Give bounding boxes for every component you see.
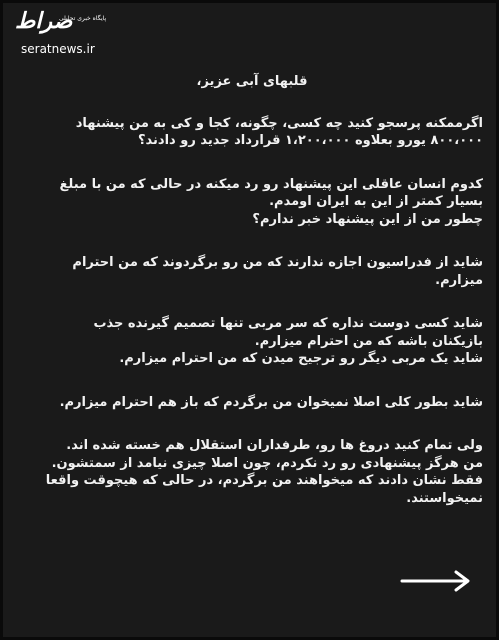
letter-line: بازیکنان باشه که من احترام میزارم. <box>254 333 483 349</box>
letter-line: ولی تمام کنید دروغ ها رو، طرفداران استقلال هم خسته شده اند. <box>66 438 483 453</box>
letter-line: شاید از فدراسیون اجازه ندارند که من رو برگردوند که من احترام <box>72 255 483 270</box>
right-arrow-icon[interactable] <box>398 569 474 593</box>
letter-line: من هرگز پیشنهادی رو رد نکردم، چون اصلا چیزی نیامد از سمتشون. <box>51 455 483 471</box>
watermark-logo-text: صراط <box>15 9 73 34</box>
letter-line: بسیار کمتر از این به ایران اومدم. <box>269 194 483 209</box>
letter-paragraph <box>21 176 483 229</box>
letter-line: ۸۰۰،۰۰۰ یورو بعلاوه ۱،۲۰۰،۰۰۰ قرارداد جدید رو دادند؟ <box>137 133 483 148</box>
letter-paragraph <box>21 437 483 507</box>
letter-line: شاید بطور کلی اصلا نمیخوان من برگردم که باز هم احترام میزارم. <box>59 394 483 410</box>
watermark-tagline: پایگاه خبری تحلیلی <box>59 15 107 22</box>
letter-line: فقط نشان دادند که میخواهند من برگردم، در حالی که هیچوقت واقعا <box>45 473 483 488</box>
letter-paragraph <box>21 394 483 412</box>
letter-paragraph <box>21 115 483 150</box>
letter-line: کدوم انسان عاقلی این پیشنهاد رو رد میکنه در حالی که من با مبلغ <box>59 176 483 192</box>
letter-paragraph <box>21 254 483 289</box>
letter-line: اگرممکنه پرسجو کنید چه کسی، چگونه، کجا و کی به من پیشنهاد <box>75 115 483 131</box>
letter-paragraph <box>21 315 483 368</box>
watermark-site: seratnews.ir <box>21 42 95 56</box>
letter-body <box>21 65 483 533</box>
letter-line: نمیخواستند. <box>406 490 483 506</box>
letter-line: شاید یک مربی دیگر رو ترجیح میدن که من احترام میزارم. <box>119 351 483 366</box>
letter-line: شاید کسی دوست نداره که سر مربی تنها تصمیم گیرنده جذب <box>93 316 483 331</box>
watermark-logo <box>11 9 116 55</box>
letter-greeting: قلبهای آبی عزیز، <box>196 74 308 89</box>
letter-line: چطور من از این پیشنهاد خبر ندارم؟ <box>252 211 483 227</box>
letter-line: میزارم. <box>435 272 483 288</box>
